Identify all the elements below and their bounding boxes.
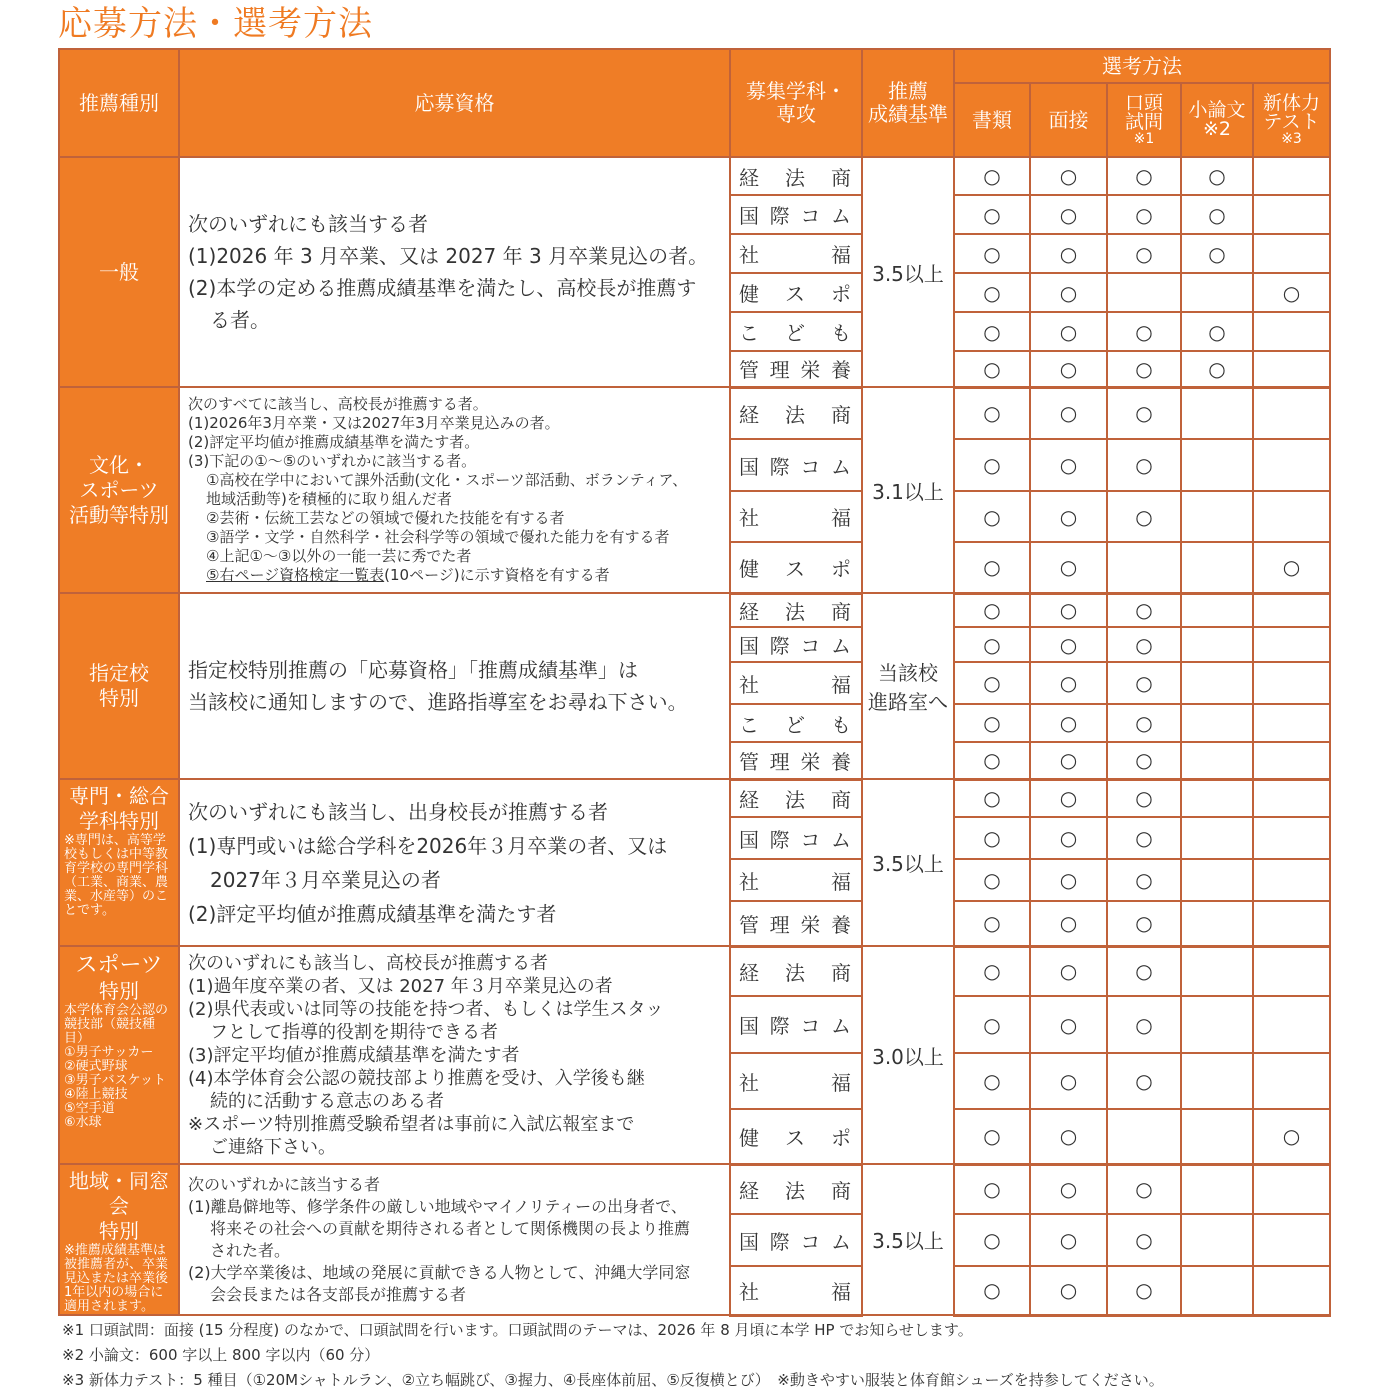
eligibility-line: (2)評定平均値が推薦成績基準を満たす者 [188, 901, 557, 926]
eligibility-line: 次のいずれかに該当する者 [188, 1174, 381, 1194]
selection-mark-cell: ○ [954, 273, 1030, 312]
eligibility-line: ④上記①～③以外の一能一芸に秀でた者 [206, 547, 472, 565]
selection-mark-cell [1181, 542, 1253, 593]
selection-mark-cell: ○ [1030, 195, 1107, 234]
selection-mark-cell [1181, 593, 1253, 627]
header-selection: 選考方法 [954, 49, 1330, 83]
dept-cell: 健スポ [730, 542, 862, 593]
eligibility-line: (2)評定平均値が推薦成績基準を満たす者。 [188, 433, 480, 451]
selection-mark-cell: ○ [1030, 1053, 1107, 1109]
selection-mark-cell: ○ [954, 491, 1030, 542]
header-criteria: 推薦 成績基準 [862, 49, 954, 157]
selection-mark-cell [1107, 1109, 1181, 1164]
footnote-2: ※2 小論文：600 字以上 800 字以内（60 分） [62, 1346, 380, 1364]
selection-mark-cell: ○ [954, 662, 1030, 704]
category-label: スポーツ [79, 477, 159, 502]
selection-mark-cell [1181, 662, 1253, 704]
selection-mark-cell: ○ [954, 234, 1030, 273]
table-row [59, 593, 1330, 627]
selection-mark-cell: ○ [1181, 312, 1253, 351]
selection-mark-cell [1253, 817, 1330, 859]
selection-mark-cell: ○ [1181, 195, 1253, 234]
header-type: 推薦種別 [59, 49, 179, 157]
eligibility-line: (1)離島僻地等、修学条件の厳しい地域やマイノリティーの出身者で、 [188, 1196, 687, 1216]
selection-mark-cell: ○ [1030, 627, 1107, 662]
criteria-cell: 3.5以上 [862, 779, 954, 946]
selection-mark-cell: ○ [954, 627, 1030, 662]
selection-mark-cell: ○ [954, 817, 1030, 859]
eligibility-cell [179, 779, 730, 946]
selection-mark-cell [1253, 312, 1330, 351]
category-label: 一般 [99, 259, 139, 284]
eligibility-cell [179, 387, 730, 593]
category-cell [59, 946, 179, 1164]
table-row [59, 387, 1330, 439]
header-docs: 書類 [954, 83, 1030, 157]
selection-mark-cell [1107, 273, 1181, 312]
selection-mark-cell: ○ [954, 779, 1030, 817]
category-list-item: ⑥水球 [64, 1115, 102, 1130]
category-note: 本学体育会公認の競技部（競技種目） [64, 1003, 169, 1046]
category-list-item: ②硬式野球 [64, 1059, 128, 1074]
selection-mark-cell: ○ [954, 593, 1030, 627]
selection-mark-cell: ○ [1253, 273, 1330, 312]
selection-mark-cell [1181, 779, 1253, 817]
category-label: 指定校 [89, 661, 149, 685]
criteria-cell: 当該校 進路室へ [862, 593, 954, 779]
page-title: 応募方法・選考方法 [58, 4, 373, 44]
selection-mark-cell: ○ [1107, 779, 1181, 817]
eligibility-line: ③語学・文学・自然科学・社会科学等の領域で優れた能力を有する者 [206, 528, 670, 546]
selection-table [58, 48, 1331, 1317]
selection-mark-cell: ○ [1030, 901, 1107, 946]
dept-cell: 社福 [730, 491, 862, 542]
category-note: ※推薦成績基準は被推薦者が、卒業見込または卒業後1年以内の場合に適用されます。 [64, 1243, 169, 1314]
category-label: 特別 [99, 979, 139, 1003]
selection-mark-cell: ○ [1107, 627, 1181, 662]
eligibility-line: 指定校特別推薦の「応募資格」「推薦成績基準」は [188, 658, 638, 682]
selection-mark-cell [1253, 662, 1330, 704]
category-cell [59, 779, 179, 946]
eligibility-cell [179, 593, 730, 779]
selection-mark-cell: ○ [954, 859, 1030, 901]
dept-cell: 経法商 [730, 593, 862, 627]
selection-mark-cell: ○ [954, 195, 1030, 234]
dept-cell: こども [730, 312, 862, 351]
eligibility-line: 2027年３月卒業見込の者 [210, 867, 441, 892]
selection-mark-cell [1107, 542, 1181, 593]
selection-mark-cell: ○ [1030, 312, 1107, 351]
category-label: 特別 [99, 686, 139, 710]
selection-mark-cell [1253, 1164, 1330, 1214]
selection-mark-cell: ○ [1181, 234, 1253, 273]
selection-mark-cell: ○ [1107, 817, 1181, 859]
eligibility-line: ①高校在学中において課外活動(文化・スポーツ部活動、ボランティア、 [206, 471, 688, 489]
criteria-cell: 3.1以上 [862, 387, 954, 593]
selection-mark-cell: ○ [1107, 859, 1181, 901]
category-list-item: ④陸上競技 [64, 1087, 128, 1102]
selection-mark-cell: ○ [954, 704, 1030, 742]
selection-mark-cell [1181, 439, 1253, 491]
category-list-item: ⑤空手道 [64, 1101, 115, 1116]
selection-mark-cell [1181, 1266, 1253, 1315]
dept-cell: 社福 [730, 234, 862, 273]
selection-mark-cell: ○ [1181, 351, 1253, 387]
eligibility-cell [179, 1164, 730, 1315]
selection-mark-cell: ○ [1107, 901, 1181, 946]
selection-mark-cell: ○ [1030, 387, 1107, 439]
eligibility-line: 次のいずれにも該当する者 [188, 212, 428, 236]
eligibility-line: 将来その社会への貢献を期待される者として関係機関の長より推薦 [210, 1218, 691, 1238]
dept-cell: 国際コム [730, 996, 862, 1053]
selection-mark-cell: ○ [1107, 1266, 1181, 1315]
eligibility-line: (3)下記の①～⑤のいずれかに該当する者。 [188, 452, 477, 470]
selection-mark-cell: ○ [1030, 662, 1107, 704]
category-cell [59, 157, 179, 387]
selection-mark-cell [1253, 195, 1330, 234]
selection-mark-cell [1253, 234, 1330, 273]
category-cell [59, 1164, 179, 1315]
selection-mark-cell: ○ [1107, 593, 1181, 627]
dept-cell: 国際コム [730, 195, 862, 234]
selection-mark-cell [1253, 1266, 1330, 1315]
header-eligibility: 応募資格 [179, 49, 730, 157]
category-label: 学科特別 [79, 809, 159, 833]
criteria-cell: 3.5以上 [862, 1164, 954, 1315]
selection-mark-cell: ○ [1107, 662, 1181, 704]
selection-mark-cell: ○ [1107, 157, 1181, 195]
selection-mark-cell: ○ [954, 542, 1030, 593]
eligibility-line: 当該校に通知しますので、進路指導室をお尋ね下さい。 [188, 690, 688, 714]
selection-mark-cell: ○ [1030, 1164, 1107, 1214]
selection-mark-cell: ○ [1030, 859, 1107, 901]
eligibility-line: (2)大学卒業後は、地域の発展に貢献できる人物として、沖縄大学同窓 [188, 1262, 691, 1282]
eligibility-cell [179, 946, 730, 1164]
selection-mark-cell [1253, 946, 1330, 996]
selection-mark-cell: ○ [1107, 1053, 1181, 1109]
eligibility-line: ②芸術・伝統工芸などの領域で優れた技能を有する者 [206, 509, 565, 527]
eligibility-line: ⑤右ページ資格検定一覧表(10ページ)に示す資格を有する者 [206, 566, 610, 584]
selection-mark-cell: ○ [1030, 491, 1107, 542]
header-fitness: 新体力 テスト ※3 [1253, 83, 1330, 157]
selection-mark-cell [1181, 817, 1253, 859]
selection-mark-cell [1181, 901, 1253, 946]
eligibility-line: (1)過年度卒業の者、又は 2027 年３月卒業見込の者 [188, 975, 613, 997]
selection-mark-cell: ○ [1030, 946, 1107, 996]
selection-mark-cell: ○ [954, 439, 1030, 491]
selection-mark-cell [1181, 1164, 1253, 1214]
selection-mark-cell: ○ [1107, 195, 1181, 234]
eligibility-line: (2)本学の定める推薦成績基準を満たし、高校長が推薦す [188, 276, 697, 300]
selection-mark-cell: ○ [954, 1266, 1030, 1315]
eligibility-line: (1)専門或いは総合学科を2026年３月卒業の者、又は [188, 833, 668, 858]
selection-mark-cell [1253, 901, 1330, 946]
category-note: ※専門は、高等学校もしくは中等教育学校の専門学科（工業、商業、農業、水産等）のことです。 [64, 833, 169, 918]
eligibility-line: 次のすべてに該当し、高校長が推薦する者。 [188, 395, 488, 413]
selection-mark-cell: ○ [1030, 273, 1107, 312]
header-dept: 募集学科・ 専攻 [730, 49, 862, 157]
selection-mark-cell [1181, 1109, 1253, 1164]
dept-cell: 健スポ [730, 273, 862, 312]
selection-mark-cell: ○ [1030, 817, 1107, 859]
selection-mark-cell [1181, 627, 1253, 662]
selection-mark-cell [1181, 387, 1253, 439]
dept-cell: 経法商 [730, 1164, 862, 1214]
selection-mark-cell: ○ [954, 946, 1030, 996]
category-label: 文化・ [89, 452, 149, 477]
dept-cell: 社福 [730, 1266, 862, 1315]
selection-mark-cell [1253, 996, 1330, 1053]
selection-mark-cell: ○ [1107, 491, 1181, 542]
table-row [59, 946, 1330, 996]
table-row [59, 157, 1330, 195]
selection-mark-cell: ○ [1030, 542, 1107, 593]
selection-mark-cell: ○ [954, 1109, 1030, 1164]
selection-mark-cell: ○ [1253, 542, 1330, 593]
eligibility-line: る者。 [210, 308, 270, 332]
eligibility-line: 地域活動等)を積極的に取り組んだ者 [206, 490, 452, 508]
selection-mark-cell: ○ [1030, 1214, 1107, 1265]
selection-mark-cell [1181, 273, 1253, 312]
selection-mark-cell [1253, 387, 1330, 439]
selection-mark-cell [1181, 996, 1253, 1053]
category-label: 活動等特別 [69, 502, 169, 527]
selection-mark-cell: ○ [1107, 351, 1181, 387]
selection-mark-cell: ○ [1107, 312, 1181, 351]
selection-mark-cell [1253, 491, 1330, 542]
selection-mark-cell: ○ [1107, 439, 1181, 491]
eligibility-line: 続的に活動する意志のある者 [210, 1090, 444, 1112]
selection-mark-cell: ○ [1030, 351, 1107, 387]
selection-mark-cell: ○ [1107, 996, 1181, 1053]
dept-cell: 経法商 [730, 387, 862, 439]
dept-cell: 国際コム [730, 627, 862, 662]
dept-cell: 国際コム [730, 817, 862, 859]
eligibility-line: 会会長または各支部長が推薦する者 [210, 1284, 467, 1304]
eligibility-line: フとして指導的役割を期待できる者 [210, 1021, 498, 1043]
eligibility-line: ご連絡下さい。 [210, 1136, 336, 1158]
selection-mark-cell [1181, 742, 1253, 779]
selection-mark-cell: ○ [954, 901, 1030, 946]
dept-cell: 国際コム [730, 439, 862, 491]
category-cell [59, 593, 179, 779]
eligibility-line: (1)2026年3月卒業・又は2027年3月卒業見込みの者。 [188, 414, 560, 432]
selection-mark-cell: ○ [1030, 1109, 1107, 1164]
selection-mark-cell: ○ [1107, 1164, 1181, 1214]
selection-mark-cell: ○ [1030, 742, 1107, 779]
dept-cell: 管理栄養 [730, 742, 862, 779]
selection-mark-cell: ○ [954, 1164, 1030, 1214]
dept-cell: 社福 [730, 662, 862, 704]
selection-mark-cell [1253, 627, 1330, 662]
selection-mark-cell: ○ [954, 742, 1030, 779]
selection-mark-cell [1181, 491, 1253, 542]
selection-mark-cell [1253, 742, 1330, 779]
eligibility-line: (1)2026 年 3 月卒業、又は 2027 年 3 月卒業見込の者。 [188, 244, 709, 268]
dept-cell: 管理栄養 [730, 351, 862, 387]
eligibility-line: (3)評定平均値が推薦成績基準を満たす者 [188, 1044, 520, 1066]
eligibility-line: された者。 [210, 1240, 291, 1260]
dept-cell: 経法商 [730, 157, 862, 195]
selection-mark-cell: ○ [1030, 1266, 1107, 1315]
dept-cell: 社福 [730, 1053, 862, 1109]
dept-cell: こども [730, 704, 862, 742]
selection-mark-cell: ○ [1030, 779, 1107, 817]
selection-mark-cell: ○ [1107, 946, 1181, 996]
selection-mark-cell: ○ [1030, 439, 1107, 491]
selection-mark-cell [1253, 1053, 1330, 1109]
eligibility-line: ※スポーツ特別推薦受験希望者は事前に入試広報室まで [188, 1113, 635, 1135]
eligibility-line: 次のいずれにも該当し、高校長が推薦する者 [188, 952, 548, 974]
eligibility-line: 次のいずれにも該当し、出身校長が推薦する者 [188, 799, 608, 824]
selection-mark-cell: ○ [1253, 1109, 1330, 1164]
criteria-cell: 3.0以上 [862, 946, 954, 1164]
eligibility-line: (4)本学体育会公認の競技部より推薦を受け、入学後も継 [188, 1067, 645, 1089]
selection-mark-cell [1253, 704, 1330, 742]
selection-mark-cell: ○ [954, 312, 1030, 351]
selection-mark-cell: ○ [954, 351, 1030, 387]
footnote-3: ※3 新体力テスト：5 種目（①20Mシャトルラン、②立ち幅跳び、③握力、④長座体前屈、⑤反復横とび） ※動きやすい服装と体育館シューズを持参してください。 [62, 1371, 1164, 1389]
selection-mark-cell [1253, 859, 1330, 901]
selection-mark-cell: ○ [1107, 704, 1181, 742]
selection-mark-cell: ○ [954, 157, 1030, 195]
category-label: 地域・同窓会 [69, 1169, 169, 1218]
header-oral: 口頭 試問 ※1 [1107, 83, 1181, 157]
selection-mark-cell [1181, 1214, 1253, 1265]
selection-mark-cell [1181, 1053, 1253, 1109]
category-label: スポーツ [75, 953, 163, 978]
selection-mark-cell: ○ [954, 387, 1030, 439]
category-label: 専門・総合 [69, 784, 169, 808]
category-label: 特別 [99, 1219, 139, 1243]
selection-mark-cell: ○ [1030, 704, 1107, 742]
category-cell [59, 387, 179, 593]
criteria-cell: 3.5以上 [862, 157, 954, 387]
selection-mark-cell [1181, 859, 1253, 901]
selection-mark-cell: ○ [1107, 742, 1181, 779]
selection-mark-cell: ○ [1030, 234, 1107, 273]
selection-mark-cell: ○ [1030, 157, 1107, 195]
eligibility-cell [179, 157, 730, 387]
selection-mark-cell: ○ [1107, 234, 1181, 273]
selection-mark-cell [1181, 946, 1253, 996]
selection-mark-cell [1253, 593, 1330, 627]
dept-cell: 管理栄養 [730, 901, 862, 946]
selection-mark-cell: ○ [1181, 157, 1253, 195]
dept-cell: 社福 [730, 859, 862, 901]
header-interview: 面接 [1030, 83, 1107, 157]
dept-cell: 国際コム [730, 1214, 862, 1265]
selection-mark-cell: ○ [1030, 996, 1107, 1053]
header-essay: 小論文 ※2 [1181, 83, 1253, 157]
selection-mark-cell: ○ [954, 1053, 1030, 1109]
table-row [59, 1164, 1330, 1214]
selection-mark-cell: ○ [954, 1214, 1030, 1265]
selection-mark-cell: ○ [954, 996, 1030, 1053]
dept-cell: 健スポ [730, 1109, 862, 1164]
dept-cell: 経法商 [730, 779, 862, 817]
selection-mark-cell [1253, 351, 1330, 387]
selection-mark-cell [1253, 779, 1330, 817]
category-list-item: ①男子サッカー [64, 1045, 154, 1060]
category-list-item: ③男子バスケット [64, 1073, 167, 1088]
selection-mark-cell [1253, 157, 1330, 195]
selection-mark-cell [1253, 1214, 1330, 1265]
footnote-1: ※1 口頭試問：面接 (15 分程度) のなかで、口頭試問を行います。口頭試問のテーマは、2026 年 8 月頃に本学 HP でお知らせします。 [62, 1321, 973, 1339]
selection-mark-cell: ○ [1107, 387, 1181, 439]
selection-mark-cell: ○ [1030, 593, 1107, 627]
selection-mark-cell: ○ [1107, 1214, 1181, 1265]
eligibility-line: (2)県代表或いは同等の技能を持つ者、もしくは学生スタッ [188, 998, 664, 1020]
selection-mark-cell [1181, 704, 1253, 742]
selection-mark-cell [1253, 439, 1330, 491]
dept-cell: 経法商 [730, 946, 862, 996]
table-row [59, 779, 1330, 817]
